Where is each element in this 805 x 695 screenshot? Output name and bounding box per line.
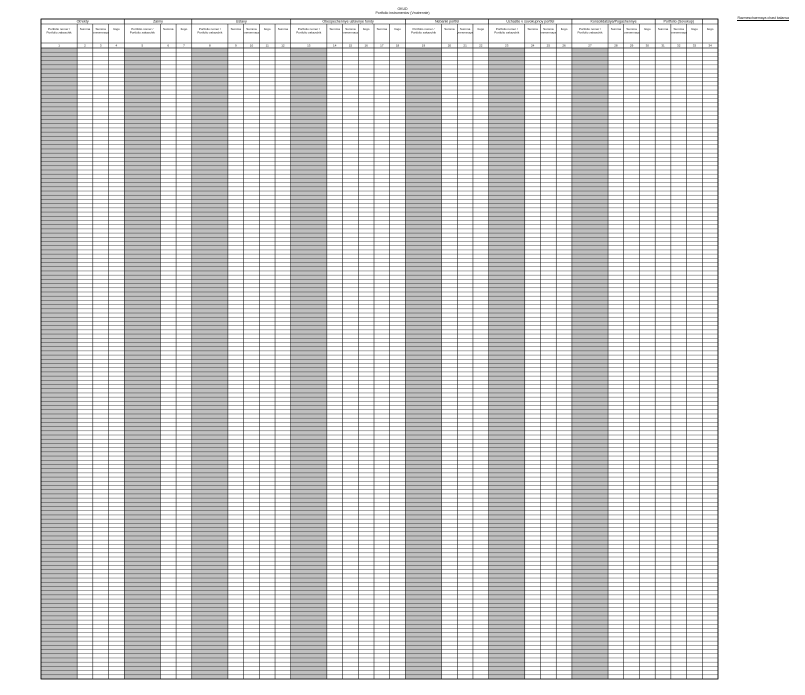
column-header: Portfolio zakazchik — [296, 30, 322, 35]
column-header: Portfolio nomer / — [412, 27, 435, 31]
column-number: 16 — [364, 43, 368, 48]
column-number: 22 — [479, 43, 483, 48]
column-header: vnesennaya — [457, 30, 474, 35]
column-number: 2 — [84, 43, 86, 48]
column-number: 23 — [505, 43, 509, 48]
column-header: Itogo — [113, 27, 120, 31]
column-number: 26 — [562, 43, 566, 48]
column-header: Summa — [459, 27, 471, 31]
column-number: 33 — [692, 43, 697, 48]
document-note: Razmeschaemaya chast balansa — [737, 16, 789, 20]
column-header: Itogo — [477, 27, 485, 31]
column-header: Portfolio zakazchik — [577, 30, 603, 35]
group-header: Uchastie v sovokupnoy portfel — [506, 19, 555, 24]
document-title: Portfolio instrumentov (Vnutrennie) — [375, 11, 430, 15]
column-header: vnesennaya — [623, 30, 640, 35]
column-header: Itogo — [362, 27, 370, 31]
column-header: Summa — [527, 27, 538, 31]
column-number: 19 — [421, 43, 426, 48]
column-number: 13 — [307, 43, 311, 48]
column-header: vnesennaya — [342, 30, 359, 35]
column-header: Summa — [444, 27, 455, 31]
column-number: 14 — [333, 43, 337, 48]
column-header: Portfolio nomer / — [578, 27, 601, 31]
column-number: 9 — [234, 43, 237, 48]
column-number: 31 — [661, 43, 665, 48]
column-header: Summa — [230, 27, 241, 31]
column-number: 25 — [546, 43, 551, 48]
column-header: Summa — [673, 27, 684, 31]
column-number: 11 — [265, 43, 269, 48]
column-header: Summa — [329, 27, 340, 31]
column-header: Portfolio nomer / — [131, 27, 154, 31]
column-header: Itogo — [263, 27, 271, 31]
column-number: 17 — [380, 43, 384, 48]
column-number: 28 — [614, 43, 618, 48]
column-number: 18 — [395, 43, 400, 48]
column-number: 4 — [115, 43, 118, 48]
column-header: Portfolio zakazchik — [410, 30, 436, 35]
group-header: Zaimy — [153, 19, 163, 24]
column-header: Itogo — [643, 27, 651, 31]
column-number: 7 — [183, 43, 185, 48]
column-header: vnesennaya — [92, 30, 109, 35]
column-header: Portfolio zakazchik — [197, 30, 223, 35]
column-header: Summa — [95, 27, 106, 31]
column-header: Itogo — [180, 27, 188, 31]
column-header: Itogo — [394, 27, 401, 31]
column-header: Portfolio nomer / — [48, 27, 71, 31]
column-header: Summa — [277, 27, 289, 31]
column-header: Portfolio zakazchik — [46, 30, 72, 35]
group-header: Konsolidatsiya/Pogashennye — [590, 19, 637, 24]
column-header: Portfolio zakazchik — [494, 30, 520, 35]
column-header: Summa — [345, 27, 356, 31]
column-number: 21 — [463, 43, 467, 48]
column-number: 30 — [645, 43, 649, 48]
column-number: 29 — [629, 43, 634, 48]
column-header: vnesennaya — [540, 30, 557, 35]
column-header: Portfolio zakazchik — [129, 30, 155, 35]
column-number: 20 — [447, 43, 452, 48]
column-header: Summa — [610, 27, 622, 31]
column-number: 27 — [588, 43, 592, 48]
column-header: Itogo — [691, 27, 698, 31]
column-header: Summa — [246, 27, 257, 31]
column-header: vnesennaya — [243, 30, 260, 35]
document-code: OKUD — [397, 7, 408, 11]
column-number: 5 — [141, 43, 144, 48]
column-number: 12 — [281, 43, 285, 48]
column-header: Itogo — [560, 27, 568, 31]
column-number: 10 — [249, 43, 254, 48]
group-header: Portfolio (Sovokup) — [663, 19, 695, 24]
column-header: Summa — [657, 27, 669, 31]
group-header: Ustavy — [235, 19, 247, 24]
group-header: Ob'ekty — [76, 19, 89, 24]
group-header: Nebanki portfel — [434, 19, 460, 24]
column-number: 34 — [708, 43, 712, 48]
column-number: 8 — [209, 43, 211, 48]
group-header: Obespechennye ustavnye fondy — [322, 19, 374, 24]
column-number: 24 — [530, 43, 535, 48]
column-header: Portfolio nomer / — [297, 27, 320, 31]
column-number: 15 — [348, 43, 353, 48]
column-number: 3 — [99, 43, 102, 48]
column-header: Itogo — [706, 27, 714, 31]
column-header: Portfolio nomer / — [495, 27, 518, 31]
column-header: Summa — [79, 27, 91, 31]
column-header: Summa — [163, 27, 174, 31]
column-header: Portfolio nomer / — [198, 27, 221, 31]
column-header: Summa — [543, 27, 554, 31]
column-header: Summa — [376, 27, 388, 31]
column-header: Summa — [626, 27, 637, 31]
column-number: 32 — [677, 43, 681, 48]
column-number: 1 — [58, 43, 60, 48]
column-number: 6 — [167, 43, 170, 48]
column-header: vnesennaya — [670, 30, 687, 35]
